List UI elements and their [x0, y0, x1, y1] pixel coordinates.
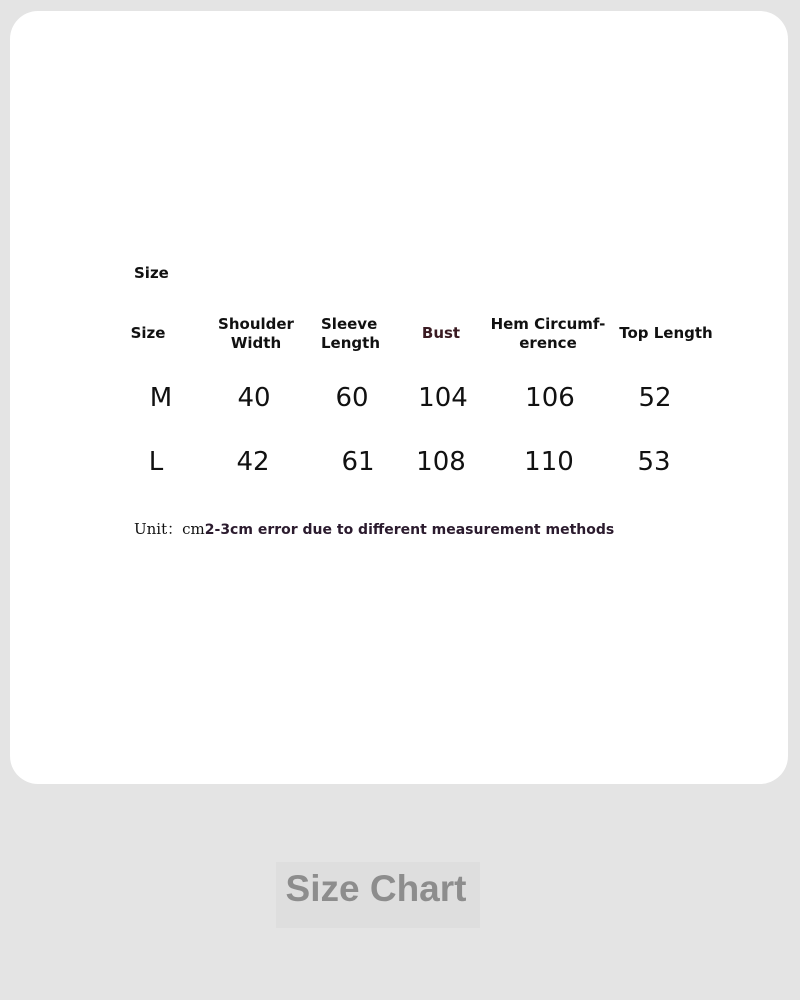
error-note: 2-3cm error due to different measurement methods [204, 522, 615, 538]
header-shoulder-width: Shoulder Width [218, 315, 294, 352]
cell-size-m: M [149, 383, 173, 413]
cell-sleeve-l: 61 [341, 447, 375, 477]
unit-label: Unit：cm [134, 520, 205, 538]
cell-hem-m: 106 [525, 383, 575, 413]
header-top-length: Top Length [619, 324, 713, 342]
footer-title: Size Chart [285, 868, 467, 909]
measurement-note [134, 518, 614, 539]
cell-bust-m: 104 [418, 383, 468, 413]
header-bust: Bust [421, 324, 461, 342]
cell-hem-l: 110 [524, 447, 574, 477]
header-hem-circumference: Hem Circumf- erence [490, 315, 606, 352]
header-size: Size [130, 324, 166, 342]
cell-shoulder-m: 40 [237, 383, 271, 413]
cell-size-l: L [148, 447, 164, 477]
cell-top-length-l: 53 [637, 447, 671, 477]
cell-bust-l: 108 [416, 447, 466, 477]
cell-sleeve-m: 60 [335, 383, 369, 413]
cell-top-length-m: 52 [638, 383, 672, 413]
cell-shoulder-l: 42 [236, 447, 270, 477]
header-sleeve-length: Sleeve Length [321, 315, 380, 352]
section-label: Size [134, 264, 169, 282]
